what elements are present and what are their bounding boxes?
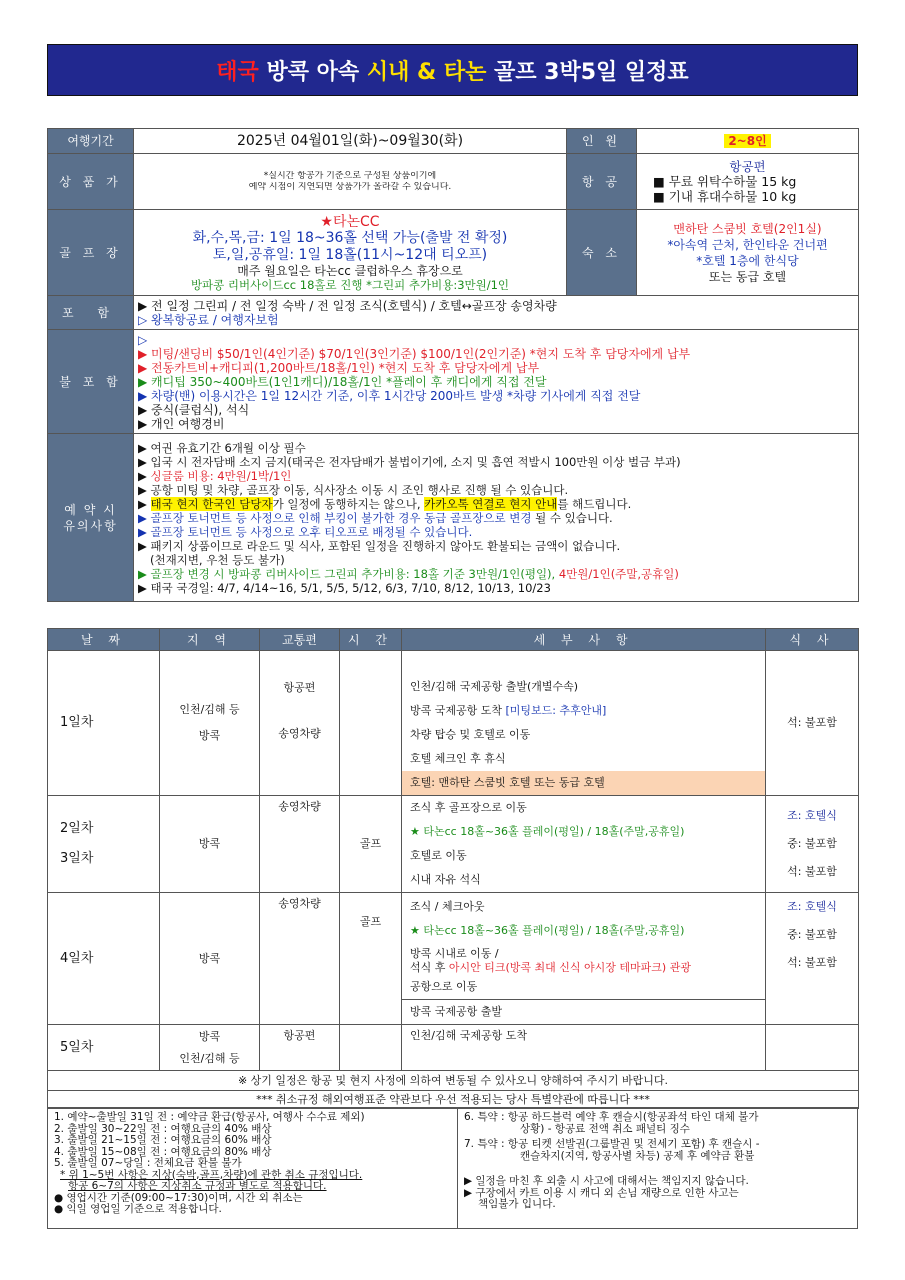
price-label: 상 품 가 <box>48 154 134 210</box>
people-count: 2~8인 <box>637 129 859 154</box>
day1-detail: 인천/김해 국제공항 출발(개별수속) 방콕 국제공항 도착 [미팅보드: 추후안내] 차량 탑승 및 호텔로 이동 호텔 체크인 후 휴식 호텔: 맨하탄 스쿰빗 호텔 또는 동급 호텔 <box>402 651 766 796</box>
excluded-info: ▷ ▶ 미팅/샌딩비 $50/1인(4인기준) $70/1인(3인기준) $100/1인(2인기준) *현지 도착 후 담당자에게 납부 ▶ 전동카트비+캐디피(1,200바트/18홀/1인) *현지 도착 후 담당자에게 납부 ▶ 캐디팁 350~400바트(1인1캐디)/18홀/1인 *플레이 후 캐디에게 직접 전달 ▶ 차량(밴) 이용시간은 1일 12시간 기준, 이후 1시간당 200바트 발생 *차량 기사에게 직접 전달 ▶ 중식(클럽식), 석식 ▶ 개인 여행경비 <box>134 330 859 434</box>
day4-detail: 조식 / 체크아웃 ★ 타논cc 18홀~36홀 플레이(평일) / 18홀(주말,공휴일) 방콕 시내로 이동 / 석식 후 아시안 티크(방콕 최대 신식 야시장 테마파크) 관광 공항으로 이동 방콕 국제공항 출발 <box>402 893 766 1025</box>
day23-detail: 조식 후 골프장으로 이동 ★ 타논cc 18홀~36홀 플레이(평일) / 18홀(주말,공휴일) 호텔로 이동 시내 자유 석식 <box>402 796 766 893</box>
day23-region: 방콕 <box>160 796 260 893</box>
day4-row <box>48 893 859 1025</box>
cancel-policy-title: *** 취소규정 해외여행표준 약관보다 우선 적용되는 당사 특별약관에 따릅니다 *** <box>48 1091 859 1109</box>
header-meal: 식 사 <box>766 629 859 651</box>
schedule-table <box>47 628 859 1109</box>
day23-date: 2일차 3일차 <box>48 796 160 893</box>
day23-transport: 송영차량 <box>260 796 340 893</box>
day1-meal: 석: 불포함 <box>766 651 859 796</box>
day4-meal: 조: 호텔식 중: 불포함 석: 불포함 <box>766 893 859 1025</box>
day23-meal: 조: 호텔식 중: 불포함 석: 불포함 <box>766 796 859 893</box>
day1-region: 인천/김해 등 방콕 <box>160 651 260 796</box>
day5-date: 5일차 <box>48 1025 160 1071</box>
included-info: ▶ 전 일정 그린피 / 전 일정 숙박 / 전 일정 조식(호텔식) / 호텔↔골프장 송영차량 ▷ 왕복항공료 / 여행자보험 <box>134 296 859 330</box>
day23-row <box>48 796 859 893</box>
cancellation-policy <box>47 1107 858 1229</box>
header-detail: 세 부 사 항 <box>402 629 766 651</box>
day1-date: 1일차 <box>48 651 160 796</box>
golf-label: 골 프 장 <box>48 210 134 296</box>
info-table <box>47 128 859 602</box>
people-label: 인 원 <box>567 129 637 154</box>
cancel-policy-right: 6. 특약 : 항공 하드블럭 예약 후 캔슬시(항공좌석 타인 대체 불가 상황) - 항공료 전액 취소 패널티 징수 7. 특약 : 항공 티켓 선발권(그룹발권 및 전세기 포함) 후 캔슬시 - 캔슬차지(지역, 항공사별 차등) 공제 후 예약금 환불 ▶ 일정을 마친 후 외출 시 사고에 대해서는 책임지지 않습니다. ▶ 구장에서 카트 이용 시 캐디 외 손님 재량으로 인한 사고는 책임불가 입니다. <box>464 1111 760 1210</box>
day4-transport: 송영차량 <box>260 893 340 1025</box>
notice-label: 예 약 시 유의사항 <box>48 434 134 602</box>
day4-region: 방콕 <box>160 893 260 1025</box>
header-time: 시 간 <box>340 629 402 651</box>
header-transport: 교통편 <box>260 629 340 651</box>
day5-transport: 항공편 <box>260 1025 340 1071</box>
header-region: 지 역 <box>160 629 260 651</box>
day1-time <box>340 651 402 796</box>
day5-row <box>48 1025 859 1071</box>
day1-transport: 항공편 송영차량 <box>260 651 340 796</box>
hotel-info: 맨하탄 스쿰빗 호텔(2인1실) *아속역 근처, 한인타운 건너편 *호텔 1층에 한식당 또는 동급 호텔 <box>637 210 859 296</box>
included-label: 포 함 <box>48 296 134 330</box>
travel-period: 2025년 04월01일(화)~09월30(화) <box>134 129 567 154</box>
day4-time: 골프 <box>340 893 402 1025</box>
day5-time <box>340 1025 402 1071</box>
day5-region: 방콕 인천/김해 등 <box>160 1025 260 1071</box>
notice-info: ▶ 여권 유효기간 6개월 이상 필수 ▶ 입국 시 전자담배 소지 금지(태국은 전자담배가 불법이기에, 소지 및 흡연 적발시 100만원 이상 벌금 부과) ▶ 싱글룸 비용: 4만원/1박/1인 ▶ 공항 미팅 및 차량, 골프장 이동, 식사장소 이동 시 조인 행사로 진행 될 수 있습니다. ▶ 태국 현지 한국인 담당자가 일정에 동행하지는 않으나, 카카오톡 연결로 현지 안내를 해드립니다. ▶ 골프장 토너먼트 등 사정으로 인해 부킹이 불가한 경우 동급 골프장으로 변경 될 수 있습니다. ▶ 골프장 토너먼트 등 사정으로 오후 티오프로 배정될 수 있습니다. ▶ 패키지 상품이므로 라운드 및 식사, 포함된 일정을 진행하지 않아도 환불되는 금액이 없습니다. (천재지변, 우천 등도 불가) ▶ 골프장 변경 시 방파콩 리버사이드 그린피 추가비용: 18홀 기준 3만원/1인(평일), 4만원/1인(주말,공휴일) ▶ 태국 국경일: 4/7, 4/14~16, 5/1, 5/5, 5/12, 6/3, 7/10, 8/12, 10/13, 10/23 <box>134 434 859 602</box>
air-label: 항 공 <box>567 154 637 210</box>
hotel-label: 숙 소 <box>567 210 637 296</box>
day5-detail: 인천/김해 국제공항 도착 <box>402 1025 766 1071</box>
period-label: 여행기간 <box>48 129 134 154</box>
schedule-change-note: ※ 상기 일정은 항공 및 현지 사정에 의하여 변동될 수 있사오니 양해하여 주시기 바랍니다. <box>48 1071 859 1091</box>
day23-time: 골프 <box>340 796 402 893</box>
day5-meal <box>766 1025 859 1071</box>
header-date: 날 짜 <box>48 629 160 651</box>
day1-row <box>48 651 859 796</box>
day4-date: 4일차 <box>48 893 160 1025</box>
air-info: 항공편 ■ 무료 위탁수하물 15 kg ■ 기내 휴대수하물 10 kg <box>637 154 859 210</box>
excluded-label: 불 포 함 <box>48 330 134 434</box>
page-title: 태국 방콕 아속 시내 & 타논 골프 3박5일 일정표 <box>47 44 858 96</box>
price-note: *실시간 항공가 기준으로 구성된 상품이기에 예약 시점이 지연되면 상품가가 올라갈 수 있습니다. <box>134 154 567 210</box>
golf-info: ★타논CC 화,수,목,금: 1일 18~36홀 선택 가능(출발 전 확정) 토,일,공휴일: 1일 18홀(11시~12대 티오프) 매주 월요일은 타논cc 클럽하우스 휴장으로 방파콩 리버사이드cc 18홀로 진행 *그린피 추가비용:3만원/1인 <box>134 210 567 296</box>
cancel-policy-left: 1. 예약~출발일 31일 전 : 예약금 환급(항공사, 여행사 수수료 제외) 2. 출발일 30~22일 전 : 여행요금의 40% 배상 3. 출발일 21~15일 전 : 여행요금의 60% 배상 4. 출발일 15~08일 전 : 여행요금의 80% 배상 5. 출발일 07~당일 : 전체요금 환불 불가 * 위 1~5번 사항은 지상(숙박,골프,차량)에 관한 취소 규정입니다. 항공 6~7의 사항은 지상취소 규정과 별도로 적용합니다. ● 영업시간 기준(09:00~17:30)이며, 시간 외 취소는 ● 익일 영업일 기준으로 적용합니다. <box>48 1108 458 1228</box>
